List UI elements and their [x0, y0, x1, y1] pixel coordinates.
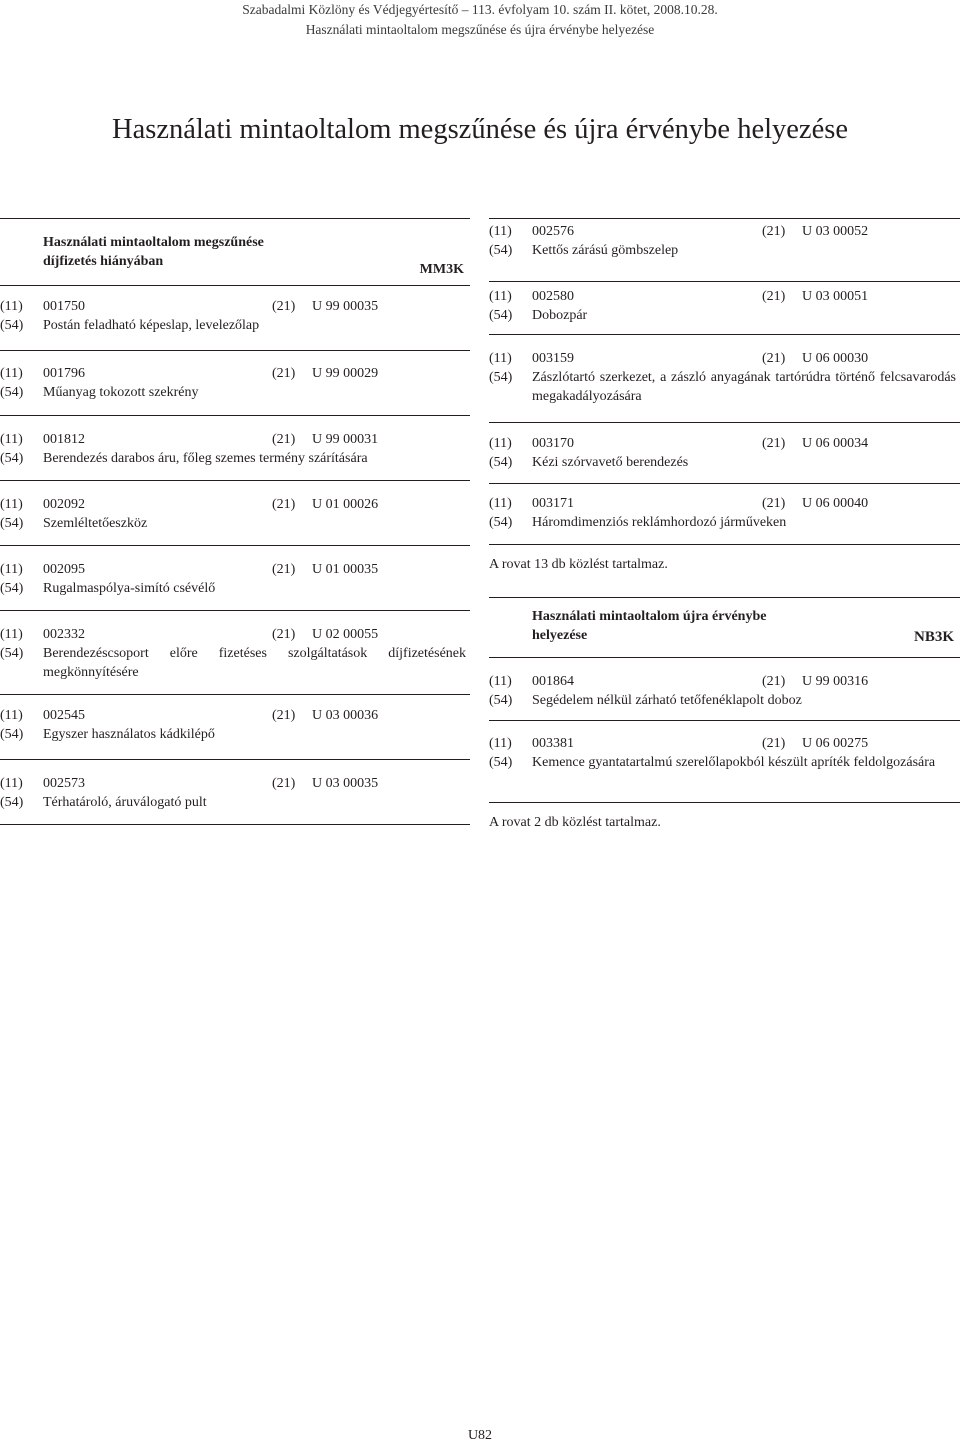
inid-code-21: (21) [762, 496, 786, 511]
entry-002095 [0, 546, 470, 610]
section-bottom-rule [0, 824, 470, 825]
right-column [489, 218, 960, 832]
application-number: U 03 00036 [312, 708, 379, 723]
inid-code-54: (54) [489, 515, 513, 530]
entry-title: Kézi szórvavető berendezés [532, 455, 689, 470]
application-number: U 01 00035 [312, 562, 379, 577]
entry-002545 [0, 695, 470, 759]
entry-003159 [489, 335, 960, 422]
entry-002576 [489, 219, 960, 281]
entry-002580 [489, 282, 960, 334]
inid-code-21: (21) [762, 224, 786, 239]
running-header-line1: Szabadalmi Közlöny és Védjegyértesítő – 113. évfolyam 10. szám II. kötet, 2008.10.28. [242, 2, 718, 17]
inid-code-21: (21) [272, 627, 296, 642]
inid-code-54: (54) [0, 727, 24, 742]
inid-code-21: (21) [272, 708, 296, 723]
inid-code-21: (21) [272, 776, 296, 791]
application-number: U 02 00055 [312, 627, 379, 642]
inid-code-11: (11) [0, 497, 23, 512]
registration-number: 002095 [43, 562, 85, 577]
registration-number: 003159 [532, 351, 574, 366]
inid-code-54: (54) [0, 318, 24, 333]
entry-title: Szemléltetőeszköz [43, 516, 148, 531]
entry-title: Dobozpár [532, 308, 588, 323]
inid-code-54: (54) [0, 385, 24, 400]
page-number: U82 [467, 1428, 493, 1443]
registration-number: 002580 [532, 289, 574, 304]
inid-code-21: (21) [762, 736, 786, 751]
section-code: NB3K [913, 629, 954, 645]
running-header-line2: Használati mintaoltalom megszűnése és újra érvénybe helyezése [305, 22, 655, 37]
entry-003171 [489, 484, 960, 544]
application-number: U 99 00035 [312, 299, 379, 314]
entry-title: Rugalmaspólya-simító csévélő [43, 581, 216, 596]
section-summary: A rovat 2 db közlést tartalmaz. [489, 815, 661, 830]
entry-title: Postán feladható képeslap, levelezőlap [43, 318, 260, 333]
inid-code-54: (54) [0, 451, 24, 466]
inid-code-21: (21) [762, 436, 786, 451]
section-summary: A rovat 13 db közlést tartalmaz. [489, 557, 668, 572]
entry-002332 [0, 611, 470, 694]
inid-code-21: (21) [272, 299, 296, 314]
entry-003170 [489, 423, 960, 483]
application-number: U 99 00031 [312, 432, 379, 447]
inid-code-11: (11) [0, 562, 23, 577]
inid-code-21: (21) [272, 562, 296, 577]
inid-code-11: (11) [0, 432, 23, 447]
inid-code-21: (21) [272, 432, 296, 447]
section-heading-line2: helyezése [532, 628, 588, 643]
application-number: U 06 00030 [802, 351, 869, 366]
inid-code-54: (54) [489, 370, 513, 385]
inid-code-11: (11) [489, 736, 512, 751]
inid-code-11: (11) [489, 289, 512, 304]
entry-title: Műanyag tokozott szekrény [43, 385, 199, 400]
inid-code-54: (54) [489, 243, 513, 258]
entry-title: Térhatároló, áruválogató pult [43, 795, 207, 810]
entry-002573 [0, 760, 470, 824]
section-code: MM3K [419, 262, 464, 277]
section-heading-line2: díjfizetés hiányában [43, 254, 164, 269]
page-title: Használati mintaoltalom megszűnése és újra érvénybe helyezése [112, 114, 848, 145]
inid-code-11: (11) [0, 627, 23, 642]
entry-001812 [0, 416, 470, 480]
application-number: U 06 00034 [802, 436, 869, 451]
inid-code-11: (11) [489, 674, 512, 689]
entry-002092 [0, 481, 470, 545]
inid-code-54: (54) [489, 755, 513, 770]
inid-code-21: (21) [762, 289, 786, 304]
inid-code-11: (11) [0, 776, 23, 791]
entry-title: Egyszer használatos kádkilépő [43, 727, 215, 742]
registration-number: 001796 [43, 366, 85, 381]
application-number: U 06 00275 [802, 736, 869, 751]
application-number: U 01 00026 [312, 497, 379, 512]
entry-title: Berendezés darabos áru, főleg szemes termény szárítására [43, 451, 368, 466]
registration-number: 002576 [532, 224, 574, 239]
inid-code-11: (11) [0, 366, 23, 381]
registration-number: 002332 [43, 627, 85, 642]
entry-title: Berendezéscsoport előre fizetéses szolgáltatások díjfizetésének megkönnyítésére [43, 646, 466, 680]
section-heading-line1: Használati mintaoltalom újra érvénybe [532, 609, 767, 624]
registration-number: 003381 [532, 736, 574, 751]
entry-001864 [489, 658, 960, 720]
application-number: U 03 00051 [802, 289, 869, 304]
inid-code-11: (11) [489, 436, 512, 451]
inid-code-11: (11) [489, 224, 512, 239]
registration-number: 002092 [43, 497, 85, 512]
inid-code-54: (54) [0, 646, 24, 661]
entry-title: Háromdimenziós reklámhordozó járműveken [532, 515, 787, 530]
inid-code-54: (54) [489, 308, 513, 323]
inid-code-11: (11) [0, 299, 23, 314]
inid-code-21: (21) [272, 497, 296, 512]
inid-code-11: (11) [0, 708, 23, 723]
registration-number: 001812 [43, 432, 85, 447]
section-heading-lapse [0, 219, 470, 285]
inid-code-54: (54) [0, 581, 24, 596]
registration-number: 001864 [532, 674, 574, 689]
inid-code-54: (54) [0, 516, 24, 531]
registration-number: 002545 [43, 708, 85, 723]
inid-code-21: (21) [762, 674, 786, 689]
left-column [0, 218, 470, 825]
section-heading-restore [489, 598, 960, 657]
entry-title: Kettős zárású gömbszelep [532, 243, 679, 258]
inid-code-54: (54) [0, 795, 24, 810]
application-number: U 99 00316 [802, 674, 869, 689]
inid-code-11: (11) [489, 496, 512, 511]
application-number: U 06 00040 [802, 496, 869, 511]
entry-001750 [0, 286, 470, 350]
registration-number: 003170 [532, 436, 574, 451]
inid-code-21: (21) [272, 366, 296, 381]
entry-title: Zászlótartó szerkezet, a zászló anyagának tartórúdra történő felcsavarodás megakadályozására [532, 370, 956, 404]
entry-title: Segédelem nélkül zárható tetőfenéklapolt doboz [532, 693, 802, 708]
inid-code-11: (11) [489, 351, 512, 366]
inid-code-21: (21) [762, 351, 786, 366]
entry-title: Kemence gyantatartalmú szerelőlapokból készült apríték feldolgozására [532, 755, 936, 770]
entry-001796 [0, 351, 470, 415]
registration-number: 001750 [43, 299, 85, 314]
application-number: U 03 00052 [802, 224, 869, 239]
registration-number: 002573 [43, 776, 85, 791]
application-number: U 99 00029 [312, 366, 379, 381]
application-number: U 03 00035 [312, 776, 379, 791]
inid-code-54: (54) [489, 455, 513, 470]
section-heading-line1: Használati mintaoltalom megszűnése [43, 235, 264, 250]
registration-number: 003171 [532, 496, 574, 511]
entry-003381 [489, 721, 960, 802]
inid-code-54: (54) [489, 693, 513, 708]
